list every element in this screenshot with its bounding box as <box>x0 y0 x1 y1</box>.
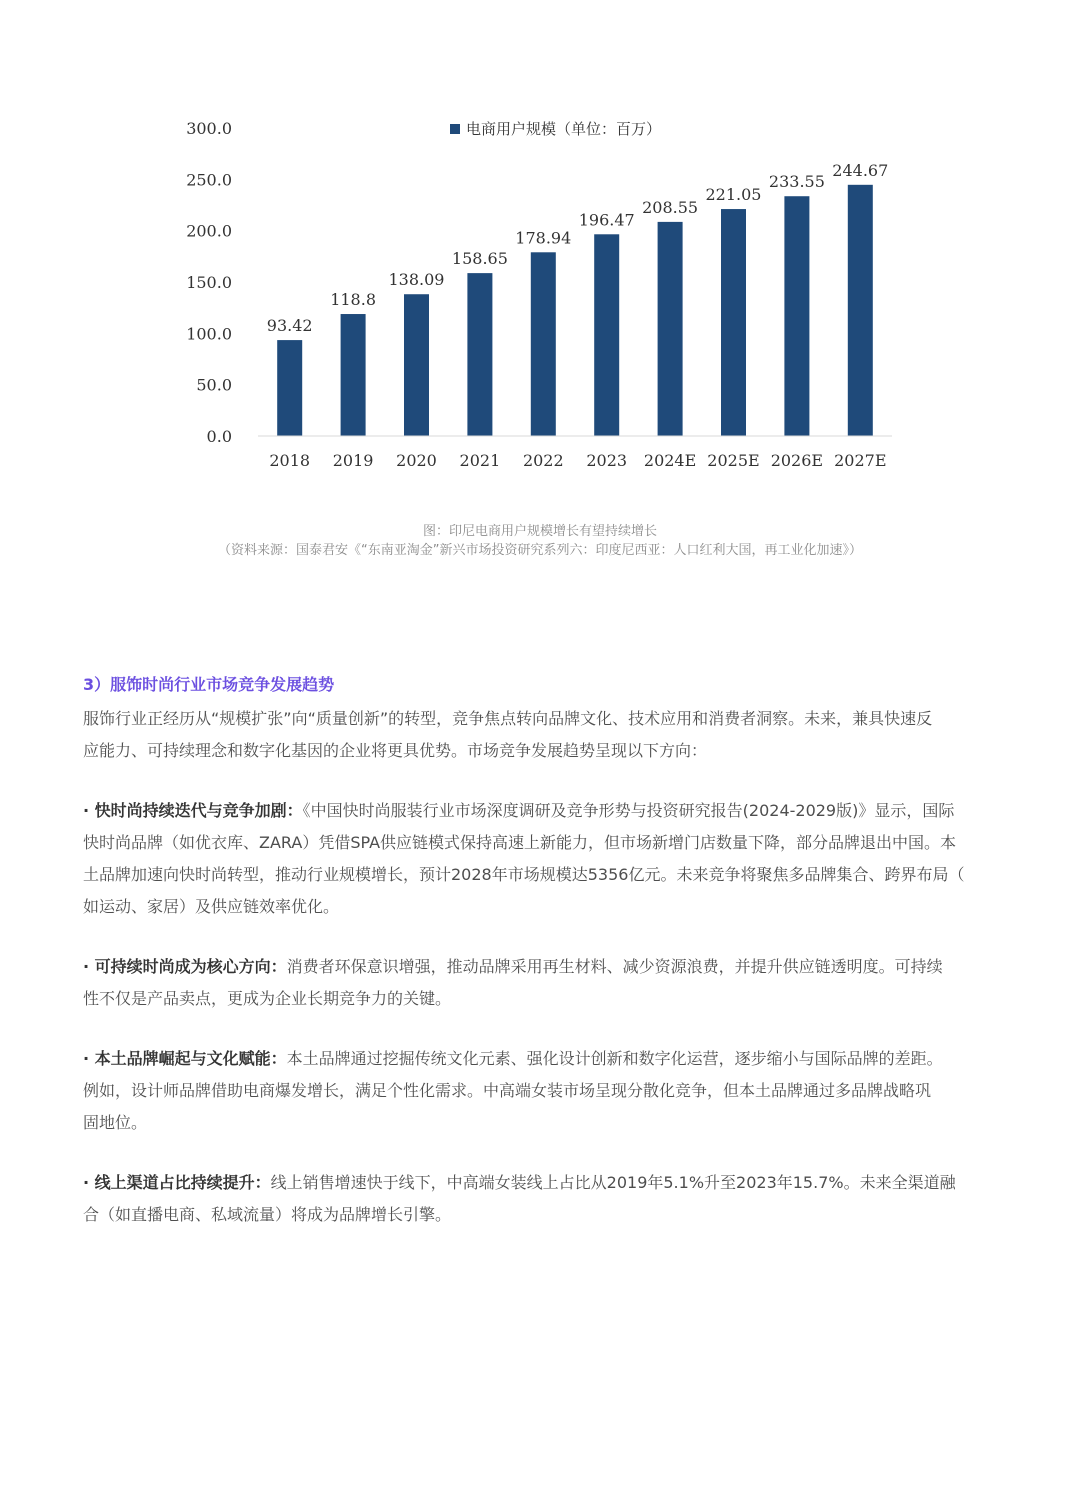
bar-value-label: 138.09 <box>388 270 445 290</box>
x-tick-label: 2024E <box>643 451 697 470</box>
x-tick-label: 2026E <box>770 451 824 470</box>
bar-value-label: 221.05 <box>705 185 762 205</box>
trend-text: 性不仅是产品卖点，更成为企业长期竞争力的关键。 <box>83 989 452 1008</box>
x-tick-label: 2020 <box>396 451 437 470</box>
x-axis <box>258 436 892 470</box>
intro-line: 应能力、可持续理念和数字化基因的企业将更具优势。市场竞争发展趋势呈现以下方向： <box>83 741 708 760</box>
y-tick-label: 50.0 <box>196 375 232 395</box>
trend-lead: · 可持续时尚成为核心方向： <box>83 957 287 976</box>
bar-value-label: 233.55 <box>768 172 825 192</box>
trend-text: 如运动、家居）及供应链效率优化。 <box>83 897 340 916</box>
x-tick-label: 2027E <box>834 451 887 470</box>
bar <box>404 294 429 436</box>
bar <box>594 234 619 436</box>
y-tick-label: 200.0 <box>186 221 232 241</box>
trend-text: 《中国快时尚服装行业市场深度调研及竞争形势与投资研究报告(2024-2029版)》显示，国际 <box>302 801 955 820</box>
bar-value-label: 208.55 <box>642 197 699 217</box>
trend-lead: · 快时尚持续迭代与竞争加剧： <box>83 801 303 820</box>
section-heading: 3）服饰时尚行业市场竞争发展趋势 <box>83 675 335 694</box>
trend-text: 例如，设计师品牌借助电商爆发增长，满足个性化需求。中高端女装市场呈现分散化竞争，但本土品牌通过多品牌战略巩 <box>83 1081 932 1100</box>
intro-paragraph <box>83 703 995 767</box>
caption-title: 图：印尼电商用户规模增长有望持续增长 <box>422 524 657 539</box>
bar-value-label: 178.94 <box>515 228 572 248</box>
bar-series <box>267 161 888 436</box>
trend-text: 消费者环保意识增强，推动品牌采用再生材料、减少资源浪费，并提升供应链透明度。可持续 <box>286 957 943 976</box>
trend-lead: · 本土品牌崛起与文化赋能： <box>83 1049 287 1068</box>
caption-source: （资料来源：国泰君安《“东南亚淘金”新兴市场投资研究系列六：印度尼西亚：人口红利大国，再工业化加速》） <box>218 543 862 558</box>
trend-text: 线上销售增速快于线下，中高端女装线上占比从2019年5.1%升至2023年15.7%。未来全渠道融 <box>270 1173 956 1192</box>
legend-label: 电商用户规模（单位：百万） <box>466 120 662 138</box>
y-tick-label: 100.0 <box>186 324 232 344</box>
bar <box>721 209 746 436</box>
trend-text: 本土品牌通过挖掘传统文化元素、强化设计创新和数字化运营，逐步缩小与国际品牌的差距。 <box>286 1049 943 1068</box>
chart-canvas <box>170 108 910 488</box>
trend-lead: · 线上渠道占比持续提升： <box>83 1173 271 1192</box>
bar <box>784 196 809 436</box>
x-tick-label: 2025E <box>707 451 760 470</box>
trend-sustainable <box>83 951 995 1015</box>
figure-caption <box>0 522 1080 560</box>
bar-value-label: 118.8 <box>330 290 377 310</box>
x-tick-label: 2022 <box>522 451 564 470</box>
trend-local-brands <box>83 1043 995 1139</box>
bar <box>848 185 873 436</box>
bar-value-label: 196.47 <box>578 210 635 230</box>
y-tick-label: 250.0 <box>186 170 232 190</box>
y-tick-label: 300.0 <box>186 119 232 138</box>
trend-text: 土品牌加速向快时尚转型，推动行业规模增长，预计2028年市场规模达5356亿元。未来竞争将聚焦多品牌集合、跨界布局（ <box>83 865 965 884</box>
bar <box>658 222 683 436</box>
trend-fast-fashion <box>83 795 995 923</box>
legend-swatch <box>450 124 460 134</box>
x-tick-label: 2021 <box>459 451 501 470</box>
y-tick-label: 0.0 <box>206 427 232 446</box>
y-tick-label: 150.0 <box>186 273 232 292</box>
bar-value-label: 93.42 <box>266 316 313 336</box>
x-tick-label: 2018 <box>269 451 311 470</box>
x-tick-label: 2019 <box>332 451 374 470</box>
bar-value-label: 158.65 <box>451 249 508 269</box>
y-axis <box>186 119 232 446</box>
trend-text: 固地位。 <box>83 1113 148 1132</box>
trend-online-channel <box>83 1167 995 1231</box>
intro-line: 服饰行业正经历从“规模扩张”向“质量创新”的转型，竞争焦点转向品牌文化、技术应用和消费者洞察。未来，兼具快速反 <box>83 709 933 728</box>
chart-legend <box>450 120 661 138</box>
x-tick-label: 2023 <box>586 451 628 470</box>
bar <box>467 273 492 436</box>
bar <box>531 252 556 436</box>
bar <box>341 314 366 436</box>
trend-text: 快时尚品牌（如优衣库、ZARA）凭借SPA供应链模式保持高速上新能力，但市场新增门店数量下降，部分品牌退出中国。本 <box>83 833 957 852</box>
trend-text: 合（如直播电商、私域流量）将成为品牌增长引擎。 <box>83 1205 452 1224</box>
bar-value-label: 244.67 <box>832 160 889 180</box>
user-scale-bar-chart <box>170 108 910 488</box>
bar <box>277 340 302 436</box>
